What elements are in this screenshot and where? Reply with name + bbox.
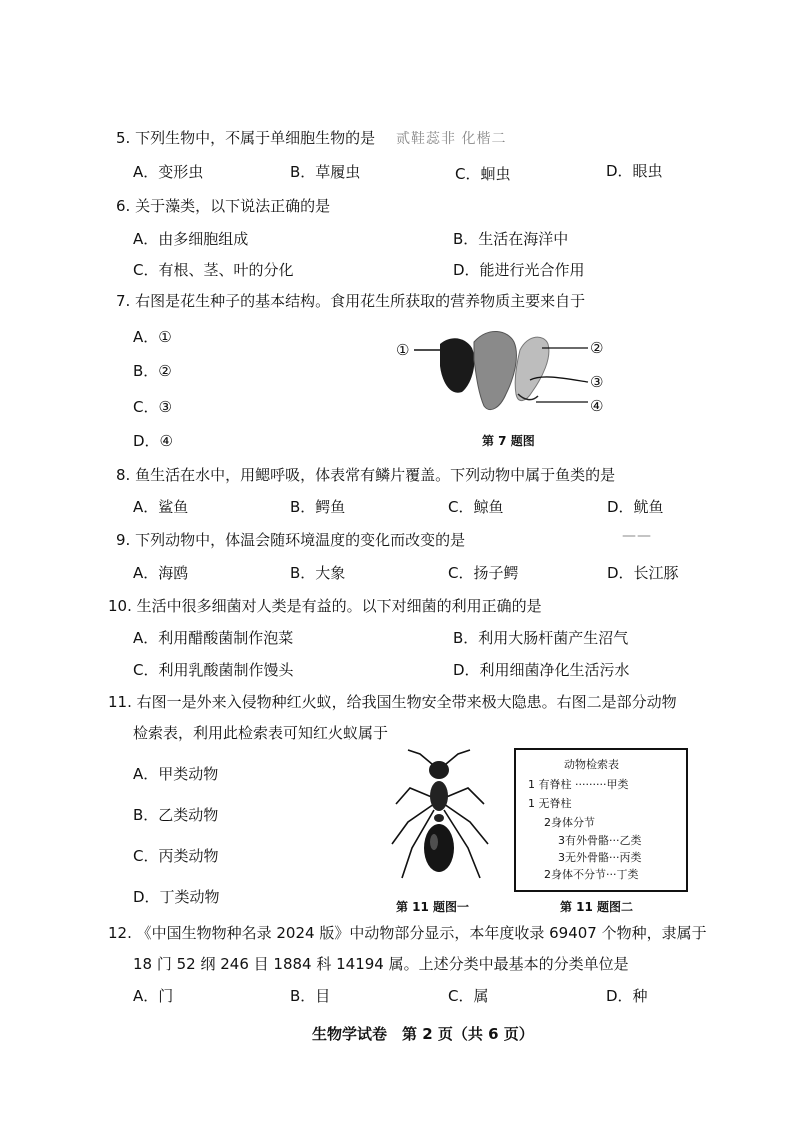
q7-option-a: A．① (133, 328, 172, 346)
question-11-stem-line1: 11. 右图一是外来入侵物种红火蚁，给我国生物安全带来极大隐患。右图二是部分动物 (108, 693, 677, 711)
key-title: 动物检索表 (564, 758, 619, 771)
q10-option-a: A．利用醋酸菌制作泡菜 (133, 629, 294, 647)
animal-key-table (514, 748, 688, 892)
ant-abdomen-highlight (430, 834, 438, 850)
figure-label-1: ① (396, 341, 410, 359)
question-8-stem: 8. 鱼生活在水中，用鳃呼吸，体表常有鳞片覆盖。下列动物中属于鱼类的是 (116, 466, 616, 484)
figure-label-3: ③ (590, 373, 604, 391)
page-footer: 生物学试卷 第 2 页（共 6 页） (312, 1025, 534, 1043)
scan-noise-dash: —— (622, 528, 652, 544)
question-9-stem: 9. 下列动物中，体温会随环境温度的变化而改变的是 (116, 531, 466, 549)
q8-option-d: D．鱿鱼 (607, 498, 664, 516)
q10-option-d: D．利用细菌净化生活污水 (453, 661, 630, 679)
q6-option-d: D．能进行光合作用 (453, 261, 585, 279)
q10-option-b: B．利用大肠杆菌产生沼气 (453, 629, 629, 647)
q5-option-b: B．草履虫 (290, 163, 361, 181)
q9-option-d: D．长江豚 (607, 564, 679, 582)
figure-11-caption-2: 第 11 题图二 (560, 900, 634, 914)
q7-option-b: B．② (133, 362, 172, 380)
q11-option-b: B．乙类动物 (133, 806, 219, 824)
figure-7-caption: 第 7 题图 (482, 434, 535, 448)
q5-option-a: A．变形虫 (133, 163, 204, 181)
q6-option-a: A．由多细胞组成 (133, 230, 249, 248)
fire-ant-figure (384, 748, 496, 898)
q12-option-a: A．门 (133, 987, 174, 1005)
q12-option-b: B．目 (290, 987, 331, 1005)
q6-option-c: C．有根、茎、叶的分化 (133, 261, 294, 279)
key-row-3: 2身体分节 (544, 816, 595, 829)
question-11-stem-line2: 检索表，利用此检索表可知红火蚁属于 (133, 724, 389, 742)
q11-option-d: D．丁类动物 (133, 888, 220, 906)
q8-option-c: C．鲸鱼 (448, 498, 504, 516)
q5-option-d: D．眼虫 (606, 162, 663, 180)
question-7-stem: 7. 右图是花生种子的基本结构。食用花生所获取的营养物质主要来自于 (116, 292, 586, 310)
ant-petiole (434, 814, 444, 822)
q9-option-b: B．大象 (290, 564, 346, 582)
q9-option-c: C．扬子鳄 (448, 564, 519, 582)
q8-option-b: B．鳄鱼 (290, 498, 346, 516)
q11-option-a: A．甲类动物 (133, 765, 219, 783)
question-12-stem-line2: 18 门 52 纲 246 目 1884 科 14194 属。上述分类中最基本的分类单位是 (133, 955, 629, 973)
figure-label-4: ④ (590, 397, 604, 415)
q7-option-d: D．④ (133, 432, 173, 450)
question-6-stem: 6. 关于藻类，以下说法正确的是 (116, 197, 331, 215)
key-row-4: 3有外骨骼···乙类 (558, 834, 642, 847)
q12-option-c: C．属 (448, 987, 489, 1005)
key-row-2: 1 无脊柱 (528, 797, 572, 810)
q7-option-c: C．③ (133, 398, 172, 416)
ant-thorax (430, 781, 448, 811)
question-10-stem: 10. 生活中很多细菌对人类是有益的。以下对细菌的利用正确的是 (108, 597, 542, 615)
key-row-6: 2身体不分节···丁类 (544, 868, 639, 881)
peanut-seed-figure (392, 322, 622, 422)
embryo-bud (515, 337, 549, 400)
q12-option-d: D．种 (606, 987, 648, 1005)
question-12-stem-line1: 12. 《中国生物物种名录 2024 版》中动物部分显示，本年度收录 69407 个物种，隶属于 (108, 924, 707, 942)
cotyledon (474, 331, 516, 409)
q9-option-a: A．海鸥 (133, 564, 189, 582)
q6-option-b: B．生活在海洋中 (453, 230, 569, 248)
ant-head (429, 761, 449, 779)
q5-option-c: C．蛔虫 (455, 165, 511, 183)
key-row-1: 1 有脊柱 ·········甲类 (528, 778, 629, 791)
q11-option-c: C．丙类动物 (133, 847, 219, 865)
question-5-stem: 5. 下列生物中，不属于单细胞生物的是 (116, 129, 376, 147)
ant-abdomen (424, 824, 454, 872)
q10-option-c: C．利用乳酸菌制作馒头 (133, 661, 294, 679)
figure-11-caption-1: 第 11 题图一 (396, 900, 470, 914)
seed-coat (440, 338, 474, 392)
figure-label-2: ② (590, 339, 604, 357)
key-row-5: 3无外骨骼···丙类 (558, 851, 642, 864)
q8-option-a: A．鲨鱼 (133, 498, 189, 516)
scan-noise-text: 贰鞋蕊非 化楷二 (396, 131, 507, 147)
